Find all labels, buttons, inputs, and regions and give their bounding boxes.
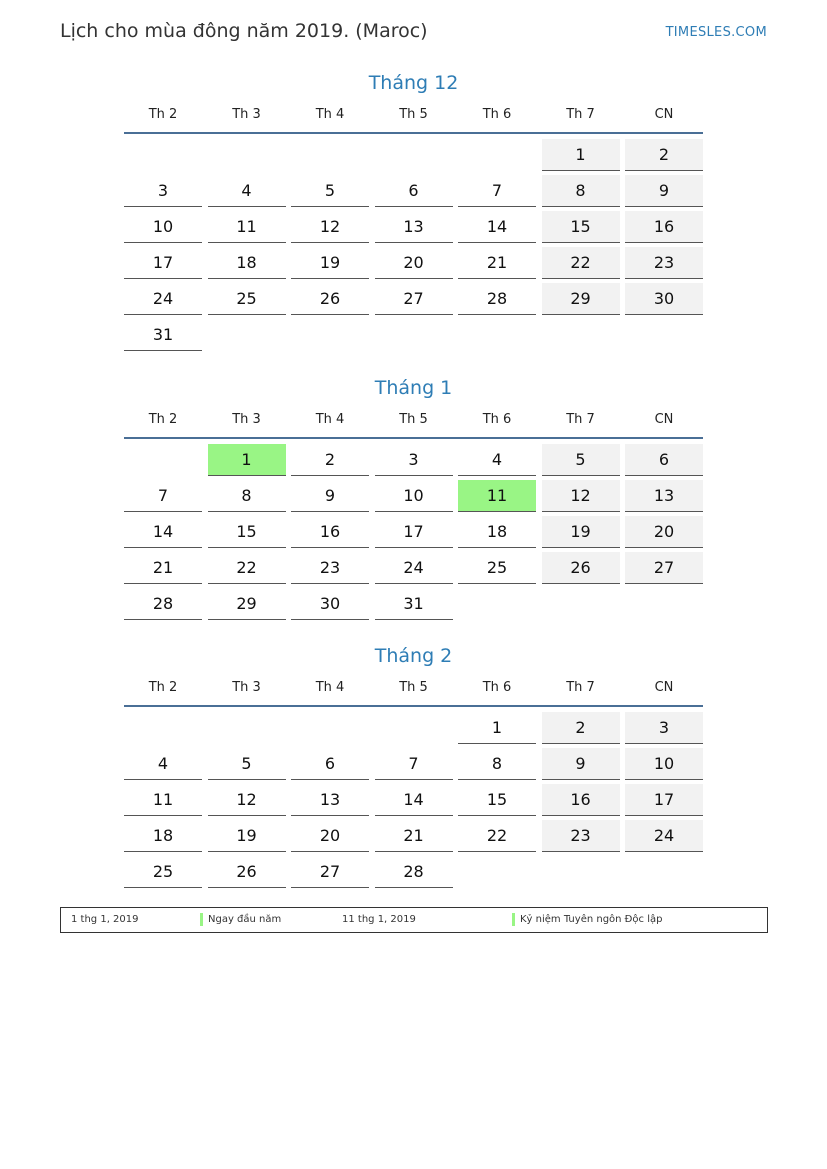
weekday-label: Th 4	[315, 412, 345, 427]
month-december	[124, 70, 703, 354]
day-cell: 17	[625, 784, 703, 816]
weekday-label: Th 4	[315, 680, 345, 695]
weekday-label: Th 3	[232, 107, 261, 122]
weekday-label: Th 2	[148, 680, 178, 695]
day-cell: 2	[291, 444, 369, 476]
day-cell: 6	[625, 444, 703, 476]
day-cell: 17	[124, 247, 202, 279]
day-cell: 9	[291, 480, 369, 512]
weekday-label: Th 5	[399, 412, 428, 427]
day-cell: 24	[375, 552, 453, 584]
day-cell: 11	[208, 211, 286, 243]
day-cell: 3	[625, 712, 703, 744]
weekday-label: Th 6	[482, 107, 512, 122]
weekday-label: Th 5	[399, 107, 428, 122]
days-grid	[124, 711, 703, 891]
day-cell: 10	[375, 480, 453, 512]
day-cell: 12	[291, 211, 369, 243]
day-cell: 13	[625, 480, 703, 512]
day-cell: 27	[625, 552, 703, 584]
day-cell: 19	[208, 820, 286, 852]
weekday-label: Th 4	[315, 107, 345, 122]
day-cell: 2	[542, 712, 620, 744]
weekday-label: CN	[654, 107, 674, 122]
legend-holiday-name: Ngay đầu năm	[208, 914, 282, 925]
weekday-label: Th 2	[148, 412, 178, 427]
day-cell: 5	[291, 175, 369, 207]
day-cell: 30	[291, 588, 369, 620]
day-cell: 7	[375, 748, 453, 780]
day-cell: 22	[208, 552, 286, 584]
day-cell: 7	[458, 175, 536, 207]
day-cell: 18	[458, 516, 536, 548]
weekday-header	[124, 411, 703, 439]
day-cell: 16	[542, 784, 620, 816]
day-cell: 26	[208, 856, 286, 888]
day-cell: 8	[208, 480, 286, 512]
month-title: Tháng 12	[368, 72, 459, 94]
month-february	[124, 643, 703, 891]
weekday-header	[124, 679, 703, 707]
weekday-label: Th 6	[482, 412, 512, 427]
month-title: Tháng 2	[374, 645, 453, 667]
holiday-day-cell: 1	[208, 444, 286, 476]
day-cell: 4	[208, 175, 286, 207]
day-cell: 30	[625, 283, 703, 315]
weekday-label: CN	[654, 680, 674, 695]
day-cell: 21	[124, 552, 202, 584]
day-cell: 29	[542, 283, 620, 315]
month-title: Tháng 1	[374, 377, 453, 399]
holiday-day-cell: 11	[458, 480, 536, 512]
day-cell: 6	[375, 175, 453, 207]
page-title: Lịch cho mùa đông năm 2019. (Maroc)	[60, 20, 428, 42]
day-cell: 16	[625, 211, 703, 243]
day-cell: 29	[208, 588, 286, 620]
day-cell: 22	[542, 247, 620, 279]
legend-date: 11 thg 1, 2019	[342, 914, 416, 925]
day-cell: 19	[291, 247, 369, 279]
day-cell: 11	[124, 784, 202, 816]
day-cell: 9	[625, 175, 703, 207]
day-cell: 15	[458, 784, 536, 816]
day-cell: 4	[458, 444, 536, 476]
day-cell: 21	[375, 820, 453, 852]
day-cell: 3	[124, 175, 202, 207]
weekday-label: Th 6	[482, 680, 512, 695]
day-cell: 10	[124, 211, 202, 243]
day-cell: 9	[542, 748, 620, 780]
month-january	[124, 375, 703, 623]
days-grid	[124, 443, 703, 623]
day-cell: 3	[375, 444, 453, 476]
day-cell: 24	[124, 283, 202, 315]
day-cell: 26	[291, 283, 369, 315]
weekday-label: Th 5	[399, 680, 428, 695]
day-cell: 6	[291, 748, 369, 780]
days-grid	[124, 138, 703, 354]
day-cell: 8	[542, 175, 620, 207]
day-cell: 12	[542, 480, 620, 512]
day-cell: 25	[458, 552, 536, 584]
day-cell: 23	[291, 552, 369, 584]
day-cell: 1	[458, 712, 536, 744]
day-cell: 13	[291, 784, 369, 816]
day-cell: 25	[124, 856, 202, 888]
day-cell: 14	[458, 211, 536, 243]
legend-holiday-name: Kỷ niệm Tuyên ngôn Độc lập	[520, 914, 663, 925]
day-cell: 17	[375, 516, 453, 548]
day-cell: 18	[124, 820, 202, 852]
day-cell: 23	[625, 247, 703, 279]
day-cell: 5	[542, 444, 620, 476]
day-cell: 10	[625, 748, 703, 780]
holiday-color-marker	[512, 913, 515, 926]
day-cell: 27	[375, 283, 453, 315]
day-cell: 4	[124, 748, 202, 780]
legend-date: 1 thg 1, 2019	[71, 914, 139, 925]
day-cell: 18	[208, 247, 286, 279]
weekday-label: Th 3	[232, 412, 261, 427]
day-cell: 13	[375, 211, 453, 243]
day-cell: 28	[124, 588, 202, 620]
day-cell: 27	[291, 856, 369, 888]
day-cell: 1	[542, 139, 620, 171]
day-cell: 14	[375, 784, 453, 816]
day-cell: 28	[458, 283, 536, 315]
weekday-label: Th 7	[566, 412, 595, 427]
day-cell: 20	[375, 247, 453, 279]
day-cell: 16	[291, 516, 369, 548]
day-cell: 26	[542, 552, 620, 584]
day-cell: 15	[542, 211, 620, 243]
holiday-legend	[60, 907, 768, 933]
brand-logo-text[interactable]: TIMESLES.COM	[665, 25, 767, 40]
day-cell: 31	[375, 588, 453, 620]
day-cell: 20	[291, 820, 369, 852]
day-cell: 23	[542, 820, 620, 852]
day-cell: 19	[542, 516, 620, 548]
day-cell: 20	[625, 516, 703, 548]
weekday-label: Th 7	[566, 107, 595, 122]
day-cell: 15	[208, 516, 286, 548]
holiday-color-marker	[200, 913, 203, 926]
day-cell: 28	[375, 856, 453, 888]
day-cell: 25	[208, 283, 286, 315]
day-cell: 12	[208, 784, 286, 816]
day-cell: 21	[458, 247, 536, 279]
day-cell: 22	[458, 820, 536, 852]
weekday-label: Th 7	[566, 680, 595, 695]
day-cell: 2	[625, 139, 703, 171]
weekday-label: Th 2	[148, 107, 178, 122]
weekday-label: CN	[654, 412, 674, 427]
weekday-label: Th 3	[232, 680, 261, 695]
day-cell: 5	[208, 748, 286, 780]
day-cell: 31	[124, 319, 202, 351]
weekday-header	[124, 106, 703, 134]
day-cell: 24	[625, 820, 703, 852]
day-cell: 14	[124, 516, 202, 548]
day-cell: 7	[124, 480, 202, 512]
day-cell: 8	[458, 748, 536, 780]
